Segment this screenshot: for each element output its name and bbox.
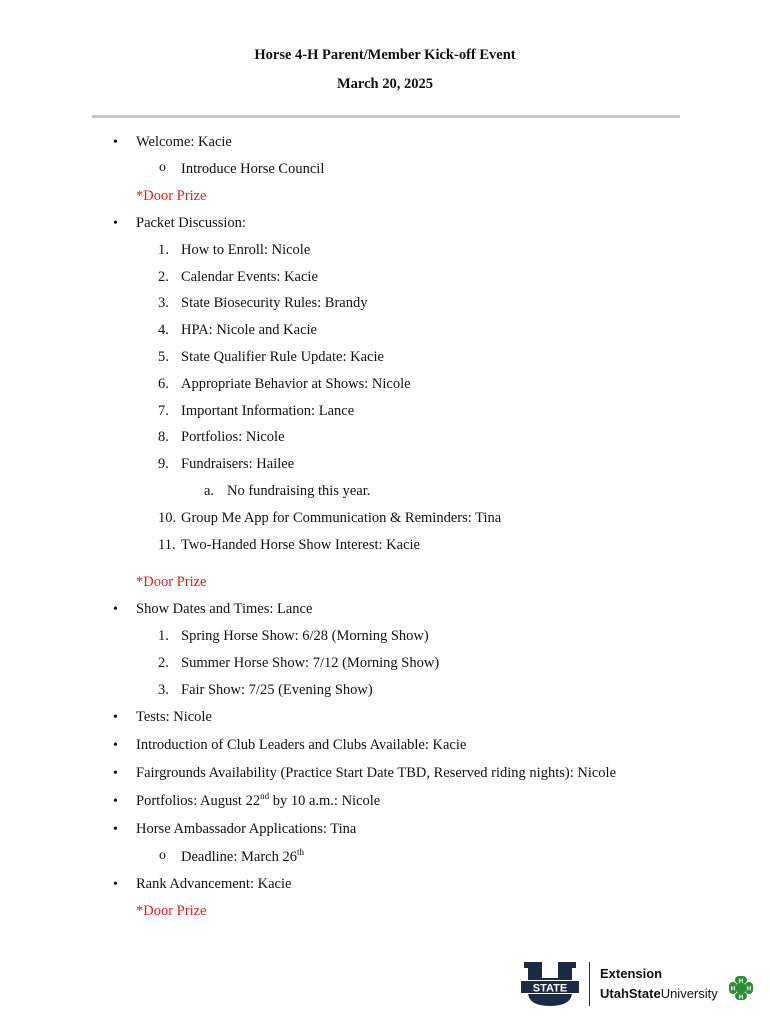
logo-divider xyxy=(589,962,590,1006)
packet-item-num: 9. xyxy=(158,456,169,472)
packet-item: State Biosecurity Rules: Brandy xyxy=(181,295,368,311)
svg-text:H: H xyxy=(738,979,744,985)
bullet-icon: • xyxy=(113,822,118,837)
ambassador-deadline: Deadline: March 26th xyxy=(181,847,304,865)
extension-label: Extension xyxy=(600,966,663,981)
bullet-icon: • xyxy=(113,135,118,150)
agenda-fairgrounds: Fairgrounds Availability (Practice Start Date TBD, Reserved riding nights): Nicole xyxy=(136,765,617,781)
door-prize-note: *Door Prize xyxy=(136,574,207,590)
show-item: Summer Horse Show: 7/12 (Morning Show) xyxy=(181,655,440,671)
svg-text:H: H xyxy=(746,986,752,993)
packet-item-num: 6. xyxy=(158,376,169,392)
packet-item-num: 5. xyxy=(158,349,169,365)
show-item: Spring Horse Show: 6/28 (Morning Show) xyxy=(181,628,429,644)
bullet-icon: • xyxy=(113,216,118,231)
agenda-welcome: Welcome: Kacie xyxy=(136,134,232,150)
horizontal-rule xyxy=(92,115,680,118)
document-date: March 20, 2025 xyxy=(337,76,433,92)
packet-item: Calendar Events: Kacie xyxy=(181,269,318,285)
packet-item: Portfolios: Nicole xyxy=(181,429,285,445)
show-item-num: 3. xyxy=(158,682,169,698)
agenda-packet: Packet Discussion: xyxy=(136,215,246,231)
packet-item: Important Information: Lance xyxy=(181,403,355,419)
agenda-tests: Tests: Nicole xyxy=(136,709,212,725)
logo-state-text: STATE xyxy=(532,982,568,995)
packet-item-num: 1. xyxy=(158,242,169,258)
svg-text:H: H xyxy=(738,995,744,1001)
packet-item: State Qualifier Rule Update: Kacie xyxy=(181,349,384,365)
bullet-icon: • xyxy=(113,602,118,617)
door-prize-note: *Door Prize xyxy=(136,903,207,919)
packet-item: How to Enroll: Nicole xyxy=(181,242,311,258)
agenda-show-dates: Show Dates and Times: Lance xyxy=(136,601,313,617)
bullet-icon: • xyxy=(113,794,118,809)
packet-item: Group Me App for Communication & Reminders: Tina xyxy=(181,510,502,526)
packet-item-num: 4. xyxy=(158,322,169,338)
packet-item-num: 10. xyxy=(158,510,177,526)
agenda-rank: Rank Advancement: Kacie xyxy=(136,876,292,892)
packet-item-num: 11. xyxy=(158,537,176,553)
bullet-icon: • xyxy=(113,738,118,753)
fundraiser-sub-num: a. xyxy=(204,483,215,499)
circle-bullet-icon: o xyxy=(159,848,166,863)
show-item: Fair Show: 7/25 (Evening Show) xyxy=(181,682,373,698)
agenda-portfolios: Portfolios: August 22nd by 10 a.m.: Nicole xyxy=(136,791,381,809)
clover-icon xyxy=(728,975,754,1001)
agenda-welcome-sub: Introduce Horse Council xyxy=(181,161,325,177)
document-title: Horse 4-H Parent/Member Kick-off Event xyxy=(254,47,516,63)
packet-item-num: 7. xyxy=(158,403,169,419)
show-item-num: 1. xyxy=(158,628,169,644)
agenda-ambassador: Horse Ambassador Applications: Tina xyxy=(136,821,357,837)
svg-text:H: H xyxy=(730,986,736,993)
bullet-icon: • xyxy=(113,877,118,892)
show-item-num: 2. xyxy=(158,655,169,671)
packet-item-num: 8. xyxy=(158,429,169,445)
bullet-icon: • xyxy=(113,710,118,725)
usu-wordmark: UtahStateUniversity xyxy=(600,986,718,1001)
agenda-club-leaders: Introduction of Club Leaders and Clubs Available: Kacie xyxy=(136,737,467,753)
door-prize-note: *Door Prize xyxy=(136,188,207,204)
packet-item: HPA: Nicole and Kacie xyxy=(181,322,317,338)
bullet-icon: • xyxy=(113,766,118,781)
circle-bullet-icon: o xyxy=(159,160,166,175)
fundraiser-sub: No fundraising this year. xyxy=(227,483,371,499)
packet-item: Two-Handed Horse Show Interest: Kacie xyxy=(181,537,420,553)
packet-item-num: 2. xyxy=(158,269,169,285)
packet-item: Fundraisers: Hailee xyxy=(181,456,295,472)
usu-state-logo xyxy=(520,962,580,1008)
packet-item-num: 3. xyxy=(158,295,169,311)
packet-item: Appropriate Behavior at Shows: Nicole xyxy=(181,376,411,392)
